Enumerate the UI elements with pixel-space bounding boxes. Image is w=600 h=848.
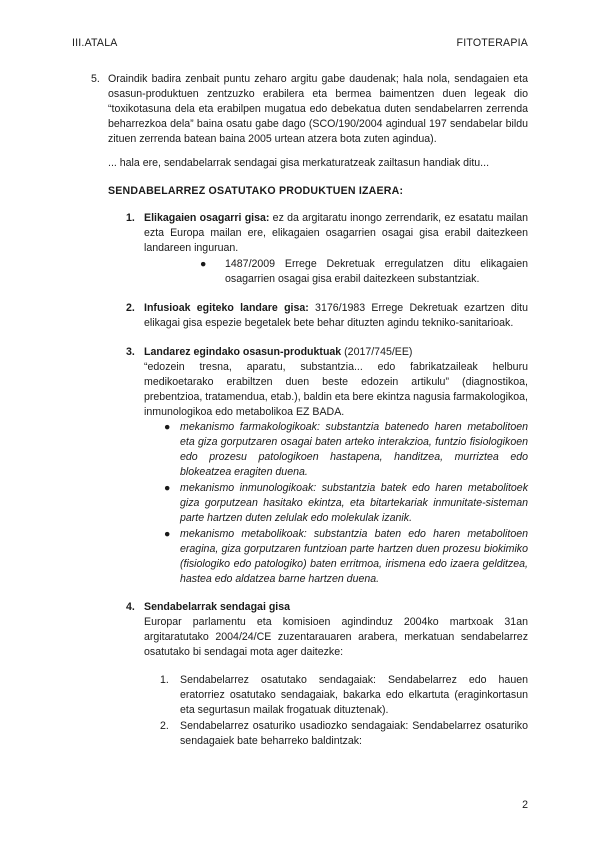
- page-content: [72, 72, 528, 749]
- section-text: 3176/1983 Errege Dekretuak ezartzen ditu elikagai gisa espezie begetalek bete behar dituzten agindu tekniko-sanitarioak.: [144, 302, 528, 329]
- section-number: 1.: [126, 212, 135, 224]
- mechanism-bullet: [72, 420, 528, 480]
- bullet-icon: ●: [200, 258, 207, 270]
- bullet-icon: ●: [164, 421, 171, 433]
- numbered-item-text: Sendabelarrez osaturiko usadiozko sendagaiak: Sendabelarrez osaturiko sendagaiek bate beharreko baldintzak:: [180, 720, 528, 747]
- section-1-bullet: [72, 257, 528, 287]
- list-item-number: 5.: [91, 73, 100, 85]
- section-text: “edozein tresna, aparatu, substantzia... edo fabrikatzaileak helburu medikoetarako erabiltzen duen beste edozein artikulu” (diagnostikoa, prebentzioa, tratamendua, etab.), baldin eta bere ekintza nagusia farmakologikoa, inmunologikoa edo metabolikoa EZ BADA.: [144, 361, 528, 418]
- mechanism-bullet: [72, 481, 528, 526]
- numbered-item-number: 2.: [160, 720, 169, 732]
- mechanism-bullet: [72, 527, 528, 587]
- section-item-1: [72, 211, 528, 256]
- section-number: 4.: [126, 601, 135, 613]
- list-item-text: Oraindik badira zenbait puntu zeharo argitu gabe daudenak; hala nola, sendagaien eta osasun-produktuen zentzuzko erabilera eta bermea baimentzen duen legeak dio “toxikotasuna dela eta erabilpen mugatua edo debekatua duten sendabelarren zerrenda beharrezkoa dela” baina osatu gabe dago (SCO/190/2004 agindual 197 sendabelar bildu zituen zerrenda batean baina 2005 urtean atzera bota zuten agindua).: [108, 73, 528, 145]
- section-heading: Sendabelarrak sendagai gisa: [144, 601, 291, 613]
- section-number: 3.: [126, 346, 135, 358]
- section-heading: Elikagaien osagarri gisa:: [144, 212, 270, 224]
- list-item-5: [72, 72, 528, 147]
- section-heading: Infusioak egiteko landare gisa:: [144, 302, 309, 314]
- bullet-text: 1487/2009 Errege Dekretuak erregulatzen ditu elikagaien osagarrien osagai gisa erabil daitezkeen substantziak.: [225, 258, 528, 285]
- numbered-item-1: [72, 673, 528, 718]
- numbered-item-text: Sendabelarrez osatutako sendagaiak: Sendabelarrez edo hauen eratorriez osatutako sendagaiak, bakarka edo elkartuta (eraginkortasun eta segurtasun mailak frogatuak dituztenak).: [180, 674, 528, 716]
- section-number: 2.: [126, 302, 135, 314]
- bullet-icon: ●: [164, 528, 171, 540]
- header-subject: FITOTERAPIA: [456, 37, 528, 49]
- section-item-2: [72, 301, 528, 331]
- numbered-item-2: [72, 719, 528, 749]
- bullet-text: mekanismo farmakologikoak: substantzia batenedo haren metabolitoen eta giza gorputzaren osagai baten arteko interakzioa, funtzio fisiologikoen edo prozesu patologikoen hastapena, handitzea, murriztea edo blokeatzea eragiten duena.: [180, 421, 528, 478]
- section-heading: Landarez egindako osasun-produktuak: [144, 346, 342, 358]
- numbered-item-number: 1.: [160, 674, 169, 686]
- section-item-3: [72, 345, 528, 420]
- section-text: Europar parlamentu eta komisioen agindinduz 2004ko martxoak 31an argitaratutako 2004/24/CE zuzentarauaren arabera, merkatuan sendabelarrez osatutako bi sendagai mota ager daitezke:: [144, 616, 528, 658]
- header-chapter: III.ATALA: [72, 37, 118, 49]
- bullet-text: mekanismo metabolikoak: substantzia baten edo haren metabolitoen eragina, giza gorputzaren funtzioan parte hartzen duen prozesu biokimiko (fisiologiko edo patologiko) baten erritmoa, irismena edo izaera gelditzea, hastea edo aldatzea barne hartzen duena.: [180, 528, 528, 585]
- section-item-4: [72, 600, 528, 660]
- page-header: [72, 36, 528, 50]
- page-number: 2: [522, 799, 528, 811]
- section-title: SENDABELARREZ OSATUTAKO PRODUKTUEN IZAERA:: [108, 185, 404, 197]
- bullet-text: mekanismo inmunologikoak: substantzia batek edo haren metabolitoek giza gorputzean hasitako ekintza, eta bitartekariak inmunitate-sisteman parte hartzen duten zelulak edo molekulak izanik.: [180, 482, 528, 524]
- section-reference: (2017/745/EE): [341, 346, 413, 358]
- section-text: ez da argitaratu inongo zerrendarik, ez esatatu mailan ezta Europa mailan ere, elikagaien osagarrien osagai gisa erabil daitezkeen landareen inguruan.: [144, 212, 529, 254]
- note-text: ... hala ere, sendabelarrak sendagai gisa merkaturatzeak zailtasun handiak ditu...: [108, 157, 490, 169]
- bullet-icon: ●: [164, 482, 171, 494]
